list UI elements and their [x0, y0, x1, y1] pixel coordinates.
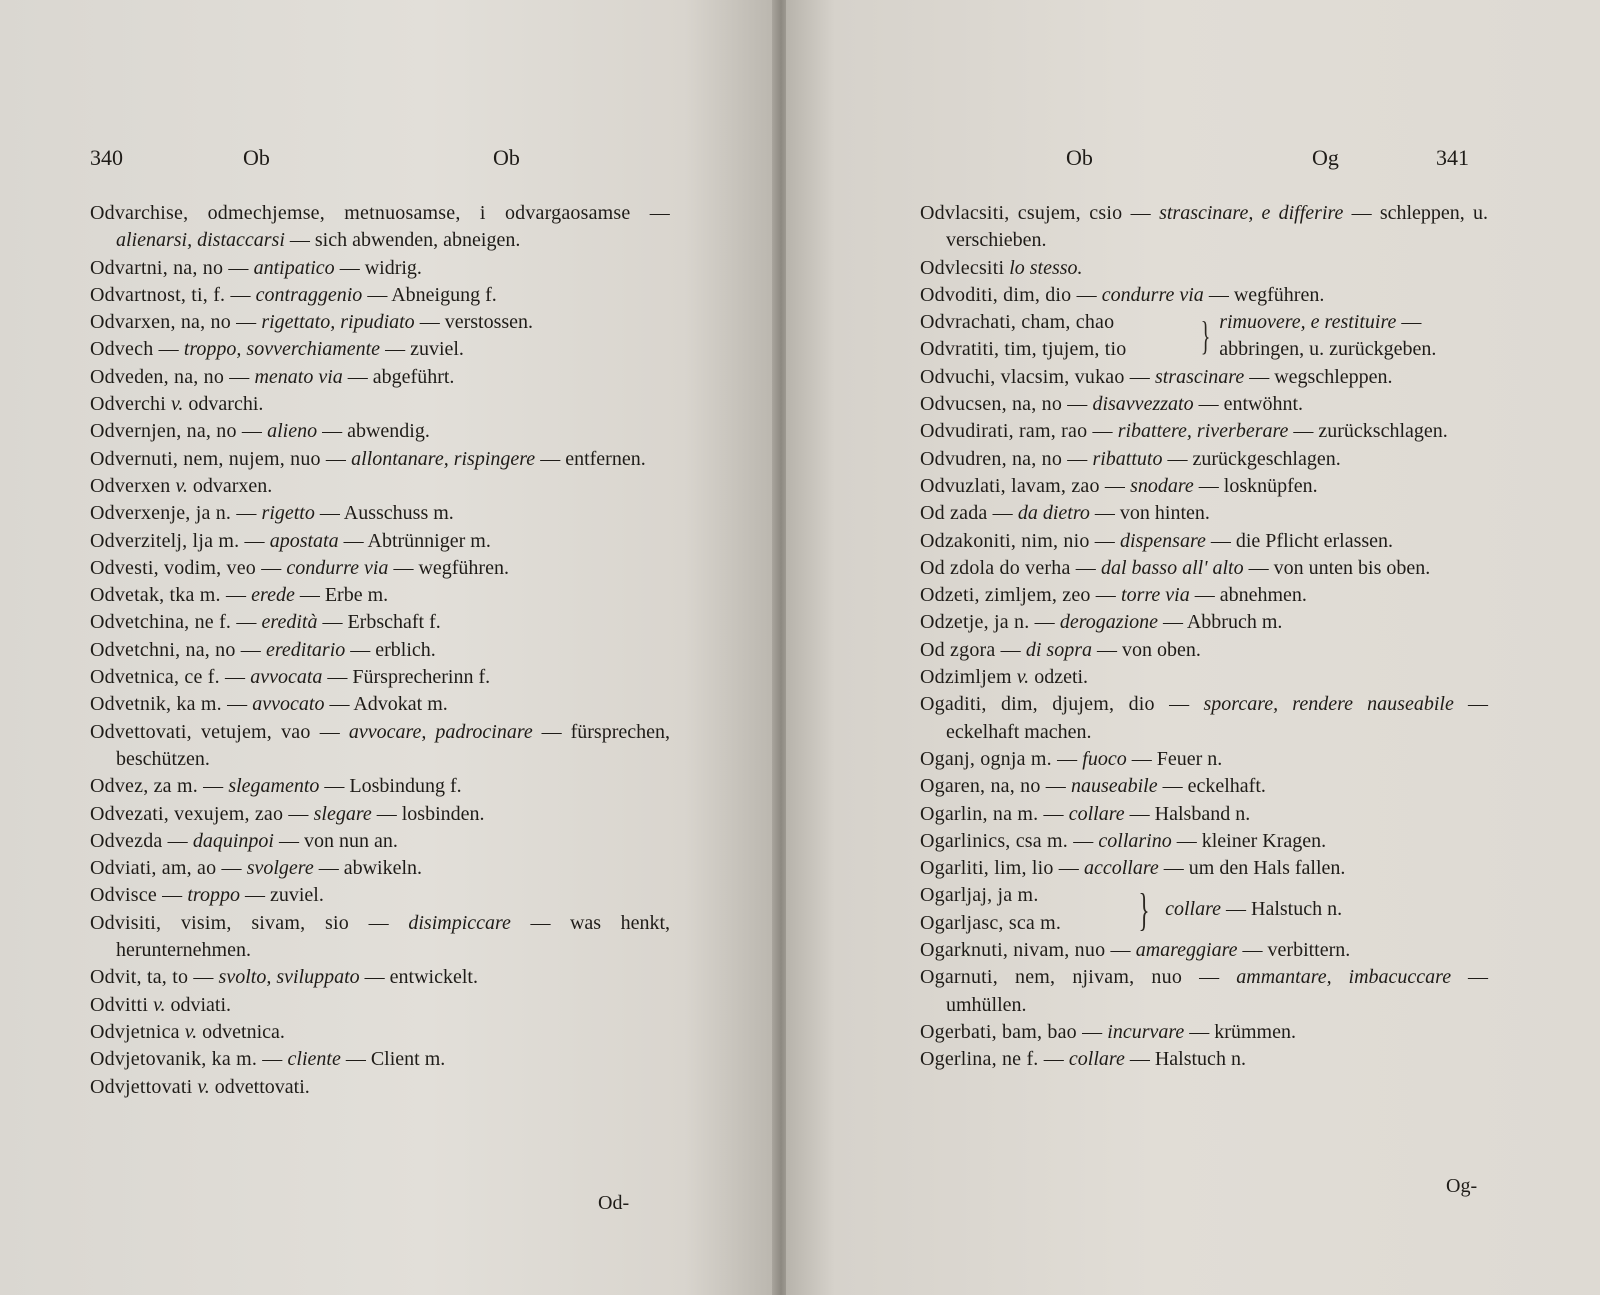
dictionary-entry — [90, 282, 670, 309]
entry-headword: Odvettovati, vetujem, vao — — [90, 720, 340, 743]
italian-translation: condurre via — [286, 556, 389, 579]
italian-translation: v. — [1016, 666, 1030, 689]
dictionary-entry — [920, 746, 1488, 773]
entry-headword: Odveden, na, no — — [90, 365, 250, 388]
german-translation: — verstossen. — [419, 311, 534, 334]
german-translation: — eckelhaft machen. — [946, 693, 1489, 743]
shared-translation — [1165, 896, 1342, 923]
dictionary-entry — [920, 609, 1488, 636]
entry-headword: Odvetak, tka m. — — [90, 584, 247, 607]
italian-translation: lo stesso. — [1009, 256, 1083, 279]
entry-headword: Ogarlin, na m. — — [920, 802, 1064, 825]
dictionary-entry — [920, 255, 1488, 282]
german-translation: — kleiner Kragen. — [1176, 829, 1327, 852]
dictionary-entry — [920, 446, 1488, 473]
entry-headword: Odvernjen, na, no — — [90, 420, 263, 443]
dictionary-entry — [920, 964, 1488, 1019]
italian-translation: accollare — [1084, 857, 1159, 880]
entry-headword: Odvitti — [90, 993, 149, 1016]
dictionary-entry — [90, 992, 670, 1019]
german-translation: — Halstuch n. — [1129, 1048, 1246, 1071]
italian-translation: daquinpoi — [192, 829, 274, 852]
dictionary-column — [90, 200, 670, 1101]
italian-translation: disimpiccare — [408, 911, 511, 934]
italian-translation: slegamento — [228, 775, 320, 798]
dictionary-entry — [920, 528, 1488, 555]
german-translation: — Halsband n. — [1129, 802, 1251, 825]
italian-translation: collarino — [1098, 829, 1172, 852]
dictionary-entry — [90, 528, 670, 555]
german-translation: — erblich. — [350, 638, 436, 661]
entry-headword: Odverzitelj, lja m. — — [90, 529, 265, 552]
dictionary-entry — [90, 1046, 670, 1073]
italian-translation: ribattuto — [1092, 447, 1163, 470]
entry-headword: Odvesti, vodim, veo — — [90, 556, 282, 579]
german-translation: — Halstuch n. — [1226, 898, 1343, 921]
dictionary-entry — [920, 500, 1488, 527]
dictionary-entry — [90, 1074, 670, 1101]
page-number: 341 — [1436, 145, 1469, 170]
running-head-left: Ob — [243, 145, 270, 170]
dictionary-entry — [90, 773, 670, 800]
dictionary-entry — [920, 855, 1488, 882]
german-translation: — zuviel. — [385, 338, 464, 361]
italian-translation: ammantare, imbacuccare — [1236, 966, 1452, 989]
german-translation: odvarchi. — [188, 393, 264, 416]
italian-translation: fuoco — [1082, 747, 1127, 770]
italian-translation: torre via — [1121, 584, 1190, 607]
shared-translation — [1219, 309, 1488, 364]
left-page — [0, 0, 778, 1295]
dictionary-entry — [90, 582, 670, 609]
german-translation: — wegführen. — [393, 556, 509, 579]
entry-headword: Odvisce — — [90, 884, 183, 907]
italian-translation: v. — [153, 993, 166, 1016]
dictionary-entry — [920, 1019, 1488, 1046]
dictionary-entry — [90, 364, 670, 391]
italian-translation: menato via — [254, 365, 343, 388]
italian-translation: rimuovere, e restituire — [1219, 311, 1397, 334]
entry-headword: Odvlacsiti, csujem, csio — — [920, 202, 1151, 224]
german-translation: — was henkt, herunternehmen. — [116, 911, 671, 962]
italian-translation: di sopra — [1025, 638, 1092, 661]
italian-translation: apostata — [269, 529, 339, 552]
entry-headword: Odvarchise, odmechjemse, metnuosamse, i odvargaosamse — — [90, 202, 670, 224]
italian-translation: ribattere, riverberare — [1117, 420, 1289, 443]
entry-headword: Odvech — — [90, 338, 179, 361]
dictionary-entry — [90, 664, 670, 691]
italian-translation: rigettato, ripudiato — [261, 311, 415, 334]
german-translation: — Advokat m. — [329, 693, 448, 716]
entry-headword: Odvetnica, ce f. — — [90, 666, 246, 689]
entry-headword: Od zgora — — [920, 638, 1021, 661]
german-translation: — von oben. — [1096, 638, 1201, 661]
italian-translation: allontanare, rispingere — [351, 447, 536, 470]
italian-translation: troppo — [187, 884, 240, 907]
italian-translation: erede — [251, 584, 295, 607]
dictionary-entry — [920, 637, 1488, 664]
german-translation: — Client m. — [345, 1048, 446, 1071]
bracket-mark: } — [1200, 313, 1211, 359]
bracketed-entry-pair — [920, 309, 1488, 364]
german-translation: — von hinten. — [1094, 502, 1210, 525]
italian-translation: alienarsi, distaccarsi — [116, 229, 285, 252]
entry-headword: Ogerbati, bam, bao — — [920, 1020, 1103, 1043]
italian-translation: v. — [184, 1020, 198, 1043]
headword: Odvrachati, cham, chao — [920, 311, 1115, 334]
italian-translation: derogazione — [1059, 611, 1158, 634]
dictionary-entry — [90, 418, 670, 445]
entry-headword: Odvit, ta, to — — [90, 966, 214, 989]
italian-translation: antipatico — [253, 256, 335, 279]
entry-headword: Odvuchi, vlacsim, vukao — — [920, 365, 1150, 388]
german-translation: odvarxen. — [192, 474, 273, 497]
german-translation: — Abbruch m. — [1162, 611, 1283, 634]
italian-translation: rigetto — [261, 502, 315, 525]
dictionary-entry — [90, 882, 670, 909]
running-head-right: Og — [1312, 145, 1339, 170]
dictionary-entry — [90, 1019, 670, 1046]
german-translation: — abgeführt. — [347, 365, 455, 388]
german-translation: — die Pflicht erlassen. — [1210, 529, 1394, 552]
entry-headword: Odvetchina, ne f. — — [90, 611, 257, 634]
entry-headword: Odvez, za m. — — [90, 775, 224, 798]
italian-translation: amareggiare — [1135, 939, 1238, 962]
dictionary-entry — [90, 336, 670, 363]
german-translation: — entwickelt. — [364, 966, 478, 989]
entry-headword: Ogaditi, dim, djujem, dio — — [920, 693, 1190, 716]
german-translation: — losbinden. — [376, 802, 485, 825]
running-head-center: Ob — [1066, 145, 1093, 170]
dictionary-entry — [920, 937, 1488, 964]
entry-headword: Od zada — — [920, 502, 1013, 525]
italian-translation: avvocata — [250, 666, 323, 689]
entry-headword: Odvjetnica — [90, 1020, 180, 1043]
german-translation: — Losbindung f. — [324, 775, 462, 798]
german-translation: — schleppen, u. verschieben. — [946, 202, 1488, 252]
italian-translation: disavvezzato — [1092, 393, 1194, 416]
page-number: 340 — [90, 145, 123, 170]
dictionary-entry — [90, 691, 670, 718]
german-translation: — von unten bis oben. — [1248, 556, 1431, 579]
entry-headword: Odvernuti, nem, nujem, nuo — — [90, 447, 347, 470]
headword: Ogarljaj, ja m. — [920, 884, 1039, 907]
entry-headword: Ogarknuti, nivam, nuo — — [920, 939, 1131, 962]
dictionary-entry — [90, 964, 670, 991]
german-translation: — sich abwenden, abneigen. — [289, 229, 521, 252]
german-translation: — zurückschlagen. — [1293, 420, 1448, 443]
entry-headword: Odvezda — — [90, 829, 188, 852]
headword: Odvratiti, tim, tjujem, tio — [920, 338, 1127, 361]
dictionary-entry — [920, 418, 1488, 445]
italian-translation: eredità — [261, 611, 318, 634]
german-translation: odzeti. — [1034, 666, 1089, 689]
german-translation: — zuviel. — [244, 884, 324, 907]
entry-headword: Odvartnost, ti, f. — — [90, 283, 251, 306]
dictionary-entry — [920, 200, 1488, 255]
german-translation: — abwikeln. — [318, 857, 423, 880]
german-translation: — abbringen, u. zurückgeben. — [1219, 311, 1437, 361]
entry-headword: Odvucsen, na, no — — [920, 393, 1088, 416]
dictionary-entry — [90, 391, 670, 418]
german-translation: — Ausschuss m. — [319, 502, 454, 525]
german-translation: — eckelhaft. — [1162, 775, 1266, 798]
german-translation: — losknüpfen. — [1198, 474, 1318, 497]
dictionary-entry — [90, 255, 670, 282]
dictionary-entry — [920, 473, 1488, 500]
german-translation: — von nun an. — [279, 829, 398, 852]
entry-headword: Odvlecsiti — [920, 256, 1005, 279]
italian-translation: condurre via — [1101, 283, 1204, 306]
german-translation: — entwöhnt. — [1198, 393, 1303, 416]
italian-translation: avvocare, padrocinare — [348, 720, 533, 743]
entry-headword: Odvoditi, dim, dio — — [920, 283, 1097, 306]
italian-translation: troppo, sovverchiamente — [183, 338, 381, 361]
braced-entry-pair — [920, 882, 1488, 937]
german-translation: — fürsprechen, beschützen. — [116, 720, 670, 770]
dictionary-entry — [920, 773, 1488, 800]
dictionary-entry — [90, 609, 670, 636]
entry-headword: Odvuzlati, lavam, zao — — [920, 474, 1126, 497]
german-translation: — wegschleppen. — [1249, 365, 1393, 388]
italian-translation: collare — [1068, 1048, 1125, 1071]
german-translation: — Erbe m. — [299, 584, 389, 607]
entry-headword: Ogarlinics, csa m. — — [920, 829, 1094, 852]
german-translation: — abnehmen. — [1194, 584, 1307, 607]
italian-translation: sporcare, rendere nauseabile — [1203, 693, 1454, 716]
italian-translation: collare — [1068, 802, 1125, 825]
entry-headword: Ogarnuti, nem, njivam, nuo — — [920, 966, 1220, 989]
dictionary-entry — [90, 555, 670, 582]
italian-translation: v. — [175, 474, 188, 497]
german-translation: — abwendig. — [322, 420, 430, 443]
italian-translation: slegare — [313, 802, 372, 825]
italian-translation: svolgere — [246, 857, 314, 880]
italian-translation: svolto, sviluppato — [218, 966, 360, 989]
german-translation: — Fürsprecherinn f. — [327, 666, 491, 689]
italian-translation: snodare — [1130, 474, 1194, 497]
italian-translation: strascinare — [1154, 365, 1245, 388]
entry-headword: Odzetje, ja n. — — [920, 611, 1055, 634]
italian-translation: collare — [1165, 898, 1222, 921]
dictionary-entry — [90, 910, 670, 965]
german-translation: — entfernen. — [540, 447, 646, 470]
dictionary-entry — [920, 828, 1488, 855]
entry-headword: Odverxenje, ja n. — — [90, 502, 257, 525]
german-translation: — zurückgeschlagen. — [1167, 447, 1341, 470]
right-page — [786, 0, 1600, 1295]
german-translation: — umhüllen. — [946, 966, 1488, 1016]
entry-headword: Odvarxen, na, no — — [90, 311, 257, 334]
german-translation: — krümmen. — [1189, 1020, 1296, 1043]
german-translation: — Feuer n. — [1131, 747, 1223, 770]
italian-translation: alieno — [267, 420, 318, 443]
entry-headword: Odvetchni, na, no — — [90, 638, 261, 661]
german-translation: odvetnica. — [202, 1020, 285, 1043]
italian-translation: cliente — [287, 1048, 341, 1071]
entry-headword: Odviati, am, ao — — [90, 857, 242, 880]
entry-headword: Odvisiti, visim, sivam, sio — — [90, 911, 389, 934]
entry-headword: Odvezati, vexujem, zao — — [90, 802, 309, 825]
italian-translation: v. — [197, 1075, 210, 1098]
entry-headword: Odvartni, na, no — — [90, 256, 249, 279]
dictionary-entry — [920, 555, 1488, 582]
italian-translation: nauseabile — [1070, 775, 1158, 798]
entry-headword: Odvudren, na, no — — [920, 447, 1088, 470]
entry-headword: Odzeti, zimljem, zeo — — [920, 584, 1117, 607]
dictionary-entry — [90, 473, 670, 500]
german-translation: — verbittern. — [1242, 939, 1351, 962]
entry-headword: Odvjettovati — [90, 1075, 193, 1098]
entry-headword: Odzimljem — [920, 666, 1012, 689]
italian-translation: strascinare, e differire — [1159, 202, 1344, 224]
german-translation: — wegführen. — [1208, 283, 1325, 306]
entry-headword: Ogarliti, lim, lio — — [920, 857, 1079, 880]
italian-translation: contraggenio — [255, 283, 363, 306]
entry-headword: Odverchi — [90, 393, 167, 416]
dictionary-entry — [90, 855, 670, 882]
dictionary-entry — [920, 664, 1488, 691]
italian-translation: dal basso all' alto — [1100, 556, 1244, 579]
dictionary-entry — [920, 1046, 1488, 1073]
german-translation: odviati. — [170, 993, 232, 1016]
dictionary-entry — [90, 801, 670, 828]
dictionary-entry — [920, 801, 1488, 828]
entry-headword: Odvetnik, ka m. — — [90, 693, 248, 716]
dictionary-entry — [90, 500, 670, 527]
dictionary-entry — [920, 391, 1488, 418]
brace-mark: } — [1138, 883, 1150, 935]
italian-translation: avvocato — [252, 693, 325, 716]
italian-translation: v. — [171, 393, 184, 416]
entry-headword: Odzakoniti, nim, nio — — [920, 529, 1115, 552]
german-translation: odvettovati. — [214, 1075, 310, 1098]
dictionary-entry — [920, 282, 1488, 309]
dictionary-entry — [90, 637, 670, 664]
entry-headword: Ogerlina, ne f. — — [920, 1048, 1064, 1071]
italian-translation: incurvare — [1107, 1020, 1185, 1043]
german-translation: — Abneigung f. — [367, 283, 497, 306]
dictionary-entry — [90, 828, 670, 855]
dictionary-entry — [90, 200, 670, 255]
entry-headword: Oganj, ognja m. — — [920, 747, 1078, 770]
dictionary-column — [920, 200, 1488, 1074]
dictionary-entry — [90, 719, 670, 774]
entry-headword: Odvudirati, ram, rao — — [920, 420, 1113, 443]
italian-translation: ereditario — [266, 638, 346, 661]
entry-headword: Odverxen — [90, 474, 171, 497]
running-head-center: Ob — [493, 145, 520, 170]
german-translation: — Erbschaft f. — [322, 611, 441, 634]
entry-headword: Odvjetovanik, ka m. — — [90, 1048, 283, 1071]
italian-translation: dispensare — [1119, 529, 1206, 552]
dictionary-entry — [920, 691, 1488, 746]
german-translation: — um den Hals fallen. — [1163, 857, 1346, 880]
entry-headword: Od zdola do verha — — [920, 556, 1096, 579]
german-translation: — widrig. — [339, 256, 422, 279]
italian-translation: da dietro — [1017, 502, 1090, 525]
catchword: Od- — [598, 1192, 630, 1214]
dictionary-entry — [90, 446, 670, 473]
headword: Ogarljasc, sca m. — [920, 911, 1062, 934]
dictionary-entry — [920, 582, 1488, 609]
entry-headword: Ogaren, na, no — — [920, 775, 1066, 798]
dictionary-entry — [920, 364, 1488, 391]
catchword: Og- — [1446, 1175, 1478, 1197]
dictionary-entry — [90, 309, 670, 336]
german-translation: — Abtrünniger m. — [343, 529, 491, 552]
